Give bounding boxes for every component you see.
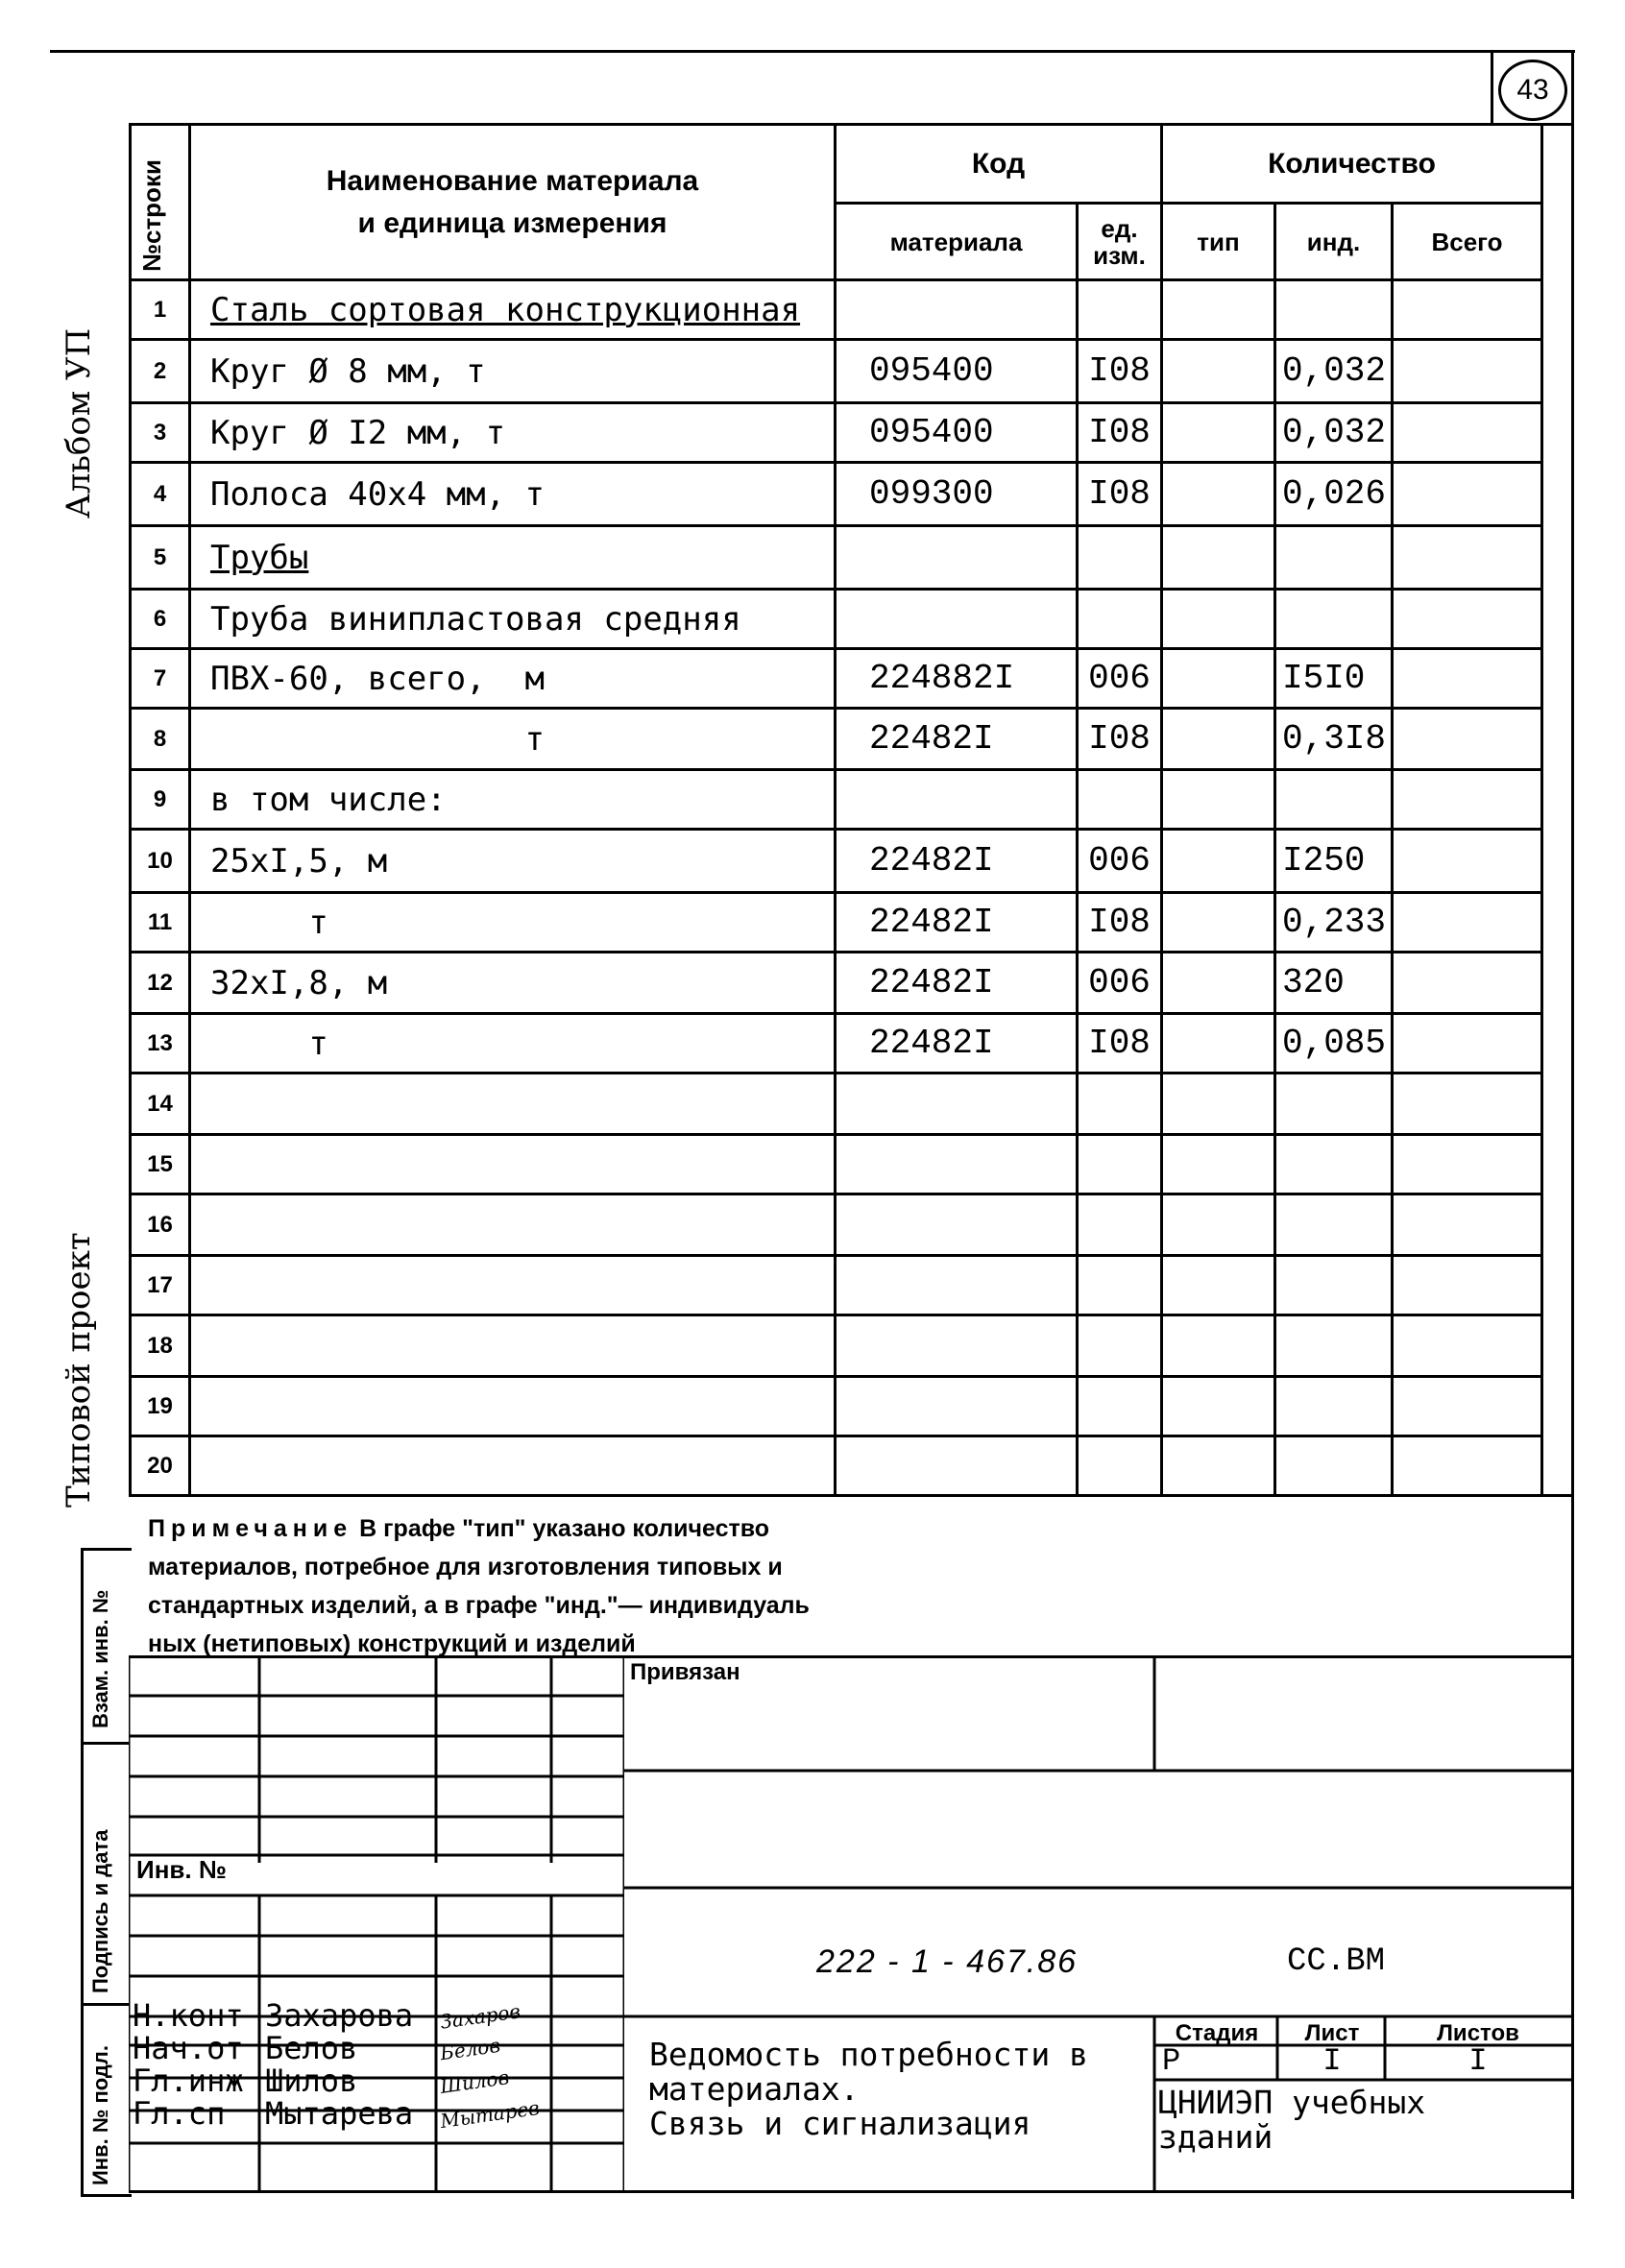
unit-code — [1078, 1436, 1162, 1496]
handwritten-signature: Мытарев — [438, 2095, 542, 2134]
ind-qty — [1275, 280, 1393, 340]
sheet-value: I — [1322, 2043, 1342, 2079]
ind-qty — [1275, 1135, 1393, 1194]
unit-code — [1078, 590, 1162, 649]
document-code: 222 - 1 - 467.86 — [816, 1943, 1079, 1980]
table-row — [131, 1256, 1542, 1315]
table-row — [131, 1377, 1542, 1436]
type-qty — [1162, 1315, 1275, 1377]
right-border — [1571, 50, 1574, 2199]
ind-qty: I250 — [1275, 830, 1393, 893]
attached-label: Привязан — [630, 1659, 740, 1685]
type-qty — [1162, 830, 1275, 893]
material-code — [836, 770, 1078, 830]
ind-qty — [1275, 1194, 1393, 1256]
row-number: 6 — [131, 590, 190, 649]
total-qty — [1393, 1315, 1542, 1377]
ind-qty — [1275, 1256, 1393, 1315]
note-line-2: материалов, потребное для изготовления типовых и — [148, 1554, 783, 1580]
row-number: 7 — [131, 649, 190, 709]
table-row — [131, 1194, 1542, 1256]
table-row — [131, 1135, 1542, 1194]
row-number: 20 — [131, 1436, 190, 1496]
table-row — [131, 1315, 1542, 1377]
material-code: 095400 — [836, 340, 1078, 403]
type-qty — [1162, 649, 1275, 709]
row-number: 8 — [131, 709, 190, 770]
total-qty — [1393, 709, 1542, 770]
document-mark: СС.ВМ — [1287, 1943, 1386, 1980]
total-qty — [1393, 526, 1542, 590]
row-number: 16 — [131, 1194, 190, 1256]
row-number: 9 — [131, 770, 190, 830]
material-code: 22482I — [836, 709, 1078, 770]
material-name — [190, 1135, 836, 1194]
total-qty — [1393, 1194, 1542, 1256]
row-number-header: №строки — [131, 125, 190, 280]
handwritten-signature: Белов — [438, 2033, 502, 2065]
total-qty — [1393, 953, 1542, 1014]
unit-code — [1078, 1377, 1162, 1436]
type-qty — [1162, 463, 1275, 526]
table-row — [131, 463, 1542, 526]
sheet-number: 43 — [1498, 60, 1567, 121]
material-name: т — [190, 1014, 836, 1074]
unit-code: 006 — [1078, 830, 1162, 893]
material-name: Трубы — [190, 526, 836, 590]
row-number: 14 — [131, 1074, 190, 1135]
document-title-line-3: Связь и сигнализация — [649, 2105, 1031, 2142]
material-code — [836, 1256, 1078, 1315]
material-name: Сталь сортовая конструкционная — [190, 280, 836, 340]
unit-code: I08 — [1078, 709, 1162, 770]
table-row — [131, 403, 1542, 463]
unit-code: I08 — [1078, 340, 1162, 403]
sheets-label: Листов — [1437, 2020, 1519, 2046]
signer-name: Мытарева — [265, 2095, 414, 2132]
material-name: т — [190, 709, 836, 770]
type-qty — [1162, 1194, 1275, 1256]
unit-code: 006 — [1078, 953, 1162, 1014]
unit-code-header: ед. изм. — [1078, 204, 1162, 280]
material-code — [836, 1436, 1078, 1496]
ind-qty — [1275, 526, 1393, 590]
note-line-3: стандартных изделий, а в графе "инд."— индивидуаль — [148, 1592, 810, 1619]
ind-qty: 0,026 — [1275, 463, 1393, 526]
material-name — [190, 1436, 836, 1496]
ind-qty-header: инд. — [1275, 204, 1393, 280]
total-qty — [1393, 1014, 1542, 1074]
total-qty — [1393, 1436, 1542, 1496]
handwritten-signature: Шилов — [438, 2065, 511, 2098]
ind-qty: 0,032 — [1275, 340, 1393, 403]
top-border — [50, 50, 1575, 53]
organization-line-2: зданий — [1158, 2118, 1273, 2156]
unit-code — [1078, 1315, 1162, 1377]
total-qty — [1393, 1135, 1542, 1194]
signer-name: Захарова — [265, 1997, 414, 2034]
album-caption: Альбом УП — [60, 327, 98, 519]
unit-code: 006 — [1078, 649, 1162, 709]
type-qty — [1162, 526, 1275, 590]
document-title-line-2: материалах. — [649, 2070, 860, 2108]
ind-qty: 0,085 — [1275, 1014, 1393, 1074]
row-number: 12 — [131, 953, 190, 1014]
ind-qty: 0,233 — [1275, 893, 1393, 953]
table-row — [131, 953, 1542, 1014]
unit-code — [1078, 1135, 1162, 1194]
type-qty — [1162, 1377, 1275, 1436]
material-name: Круг Ø 8 мм, т — [190, 340, 836, 403]
type-qty — [1162, 770, 1275, 830]
note-line-1: В графе "тип" указано количество — [352, 1515, 770, 1542]
replace-inv-label: Взам. инв. № — [88, 1589, 112, 1728]
unit-code — [1078, 526, 1162, 590]
type-qty-header: тип — [1162, 204, 1275, 280]
unit-code: I08 — [1078, 893, 1162, 953]
material-code: 22482I — [836, 893, 1078, 953]
material-name: Круг Ø I2 мм, т — [190, 403, 836, 463]
original-inv-label: Инв. № подл. — [88, 2045, 112, 2185]
table-row — [131, 1074, 1542, 1135]
total-qty — [1393, 770, 1542, 830]
total-qty — [1393, 280, 1542, 340]
total-qty-header: Всего — [1393, 204, 1542, 280]
ind-qty — [1275, 770, 1393, 830]
row-number: 5 — [131, 526, 190, 590]
row-number: 1 — [131, 280, 190, 340]
table-row — [131, 590, 1542, 649]
handwritten-signature: Захаров — [438, 1999, 522, 2034]
ind-qty: 0,3I8 — [1275, 709, 1393, 770]
unit-code: I08 — [1078, 463, 1162, 526]
material-code: 22482I — [836, 830, 1078, 893]
material-code — [836, 1194, 1078, 1256]
total-qty — [1393, 463, 1542, 526]
material-name — [190, 1194, 836, 1256]
note-title: Примечание — [148, 1515, 353, 1542]
type-qty — [1162, 1256, 1275, 1315]
ind-qty — [1275, 590, 1393, 649]
type-qty — [1162, 340, 1275, 403]
total-qty — [1393, 1074, 1542, 1135]
type-qty — [1162, 403, 1275, 463]
ind-qty — [1275, 1377, 1393, 1436]
inv-no-label: Инв. № — [136, 1855, 227, 1884]
note — [148, 1509, 1492, 1663]
signer-name: Шилов — [265, 2063, 358, 2099]
document-title — [649, 2038, 1088, 2141]
unit-code — [1078, 280, 1162, 340]
material-name: Полоса 40х4 мм, т — [190, 463, 836, 526]
document-title-line-1: Ведомость потребности в — [649, 2036, 1088, 2073]
signature-date-label: Подпись и дата — [88, 1829, 112, 1993]
type-qty — [1162, 1014, 1275, 1074]
material-name: ПВХ-60, всего, м — [190, 649, 836, 709]
row-number: 10 — [131, 830, 190, 893]
material-code: 22482I — [836, 1014, 1078, 1074]
total-qty — [1393, 1256, 1542, 1315]
material-code — [836, 280, 1078, 340]
ind-qty: 0,032 — [1275, 403, 1393, 463]
table-row — [131, 1014, 1542, 1074]
table-row — [131, 649, 1542, 709]
row-number: 18 — [131, 1315, 190, 1377]
ind-qty — [1275, 1074, 1393, 1135]
unit-code — [1078, 1256, 1162, 1315]
material-name: т — [190, 893, 836, 953]
type-qty — [1162, 1436, 1275, 1496]
sheets-value: I — [1468, 2043, 1488, 2079]
row-number: 17 — [131, 1256, 190, 1315]
row-number: 19 — [131, 1377, 190, 1436]
ind-qty: 320 — [1275, 953, 1393, 1014]
material-name: в том числе: — [190, 770, 836, 830]
total-qty — [1393, 1377, 1542, 1436]
unit-code — [1078, 1194, 1162, 1256]
organization — [1158, 2086, 1425, 2155]
unit-code — [1078, 770, 1162, 830]
type-qty — [1162, 280, 1275, 340]
material-code — [836, 1377, 1078, 1436]
row-number: 15 — [131, 1135, 190, 1194]
total-qty — [1393, 590, 1542, 649]
material-code: 224882I — [836, 649, 1078, 709]
material-code — [836, 590, 1078, 649]
signer-role: Гл.инж — [133, 2063, 244, 2099]
total-qty — [1393, 830, 1542, 893]
sheet-label: Лист — [1304, 2020, 1360, 2046]
material-name — [190, 1377, 836, 1436]
material-name — [190, 1315, 836, 1377]
table-row — [131, 830, 1542, 893]
material-code — [836, 1135, 1078, 1194]
material-name — [190, 1256, 836, 1315]
quantity-header: Количество — [1162, 125, 1542, 204]
unit-code — [1078, 1074, 1162, 1135]
material-code-header: материала — [836, 204, 1078, 280]
ind-qty — [1275, 1436, 1393, 1496]
material-code — [836, 1315, 1078, 1377]
note-line-4: ных (нетиповых) конструкций и изделий — [148, 1630, 636, 1657]
type-qty — [1162, 893, 1275, 953]
row-number: 3 — [131, 403, 190, 463]
signer-name: Белов — [265, 2030, 358, 2066]
signer-role: Н.конт — [133, 1997, 244, 2034]
unit-code: I08 — [1078, 403, 1162, 463]
total-qty — [1393, 649, 1542, 709]
row-number: 2 — [131, 340, 190, 403]
table-row — [131, 280, 1542, 340]
row-number: 4 — [131, 463, 190, 526]
name-header: Наименование материала и единица измерения — [190, 125, 836, 280]
material-code — [836, 1074, 1078, 1135]
row-number: 13 — [131, 1014, 190, 1074]
signer-role: Нач.от — [133, 2030, 244, 2066]
ind-qty: I5I0 — [1275, 649, 1393, 709]
material-code: 095400 — [836, 403, 1078, 463]
materials-table — [129, 123, 1543, 1497]
row-number: 11 — [131, 893, 190, 953]
table-row — [131, 1436, 1542, 1496]
total-qty — [1393, 403, 1542, 463]
material-code: 099300 — [836, 463, 1078, 526]
material-name: 32хI,8, м — [190, 953, 836, 1014]
table-row — [131, 770, 1542, 830]
code-header: Код — [836, 125, 1162, 204]
signer-role: Гл.сп — [133, 2095, 226, 2132]
project-caption: Типовой проект — [60, 1232, 98, 1508]
stage-label: Стадия — [1175, 2020, 1259, 2046]
material-code — [836, 526, 1078, 590]
table-row — [131, 893, 1542, 953]
type-qty — [1162, 590, 1275, 649]
table-row — [131, 526, 1542, 590]
material-name — [190, 1074, 836, 1135]
total-qty — [1393, 893, 1542, 953]
material-name: Труба винипластовая средняя — [190, 590, 836, 649]
table-row — [131, 709, 1542, 770]
table-row — [131, 340, 1542, 403]
type-qty — [1162, 1135, 1275, 1194]
total-qty — [1393, 340, 1542, 403]
type-qty — [1162, 953, 1275, 1014]
unit-code: I08 — [1078, 1014, 1162, 1074]
type-qty — [1162, 1074, 1275, 1135]
ind-qty — [1275, 1315, 1393, 1377]
type-qty — [1162, 709, 1275, 770]
organization-line-1: ЦНИИЭП учебных — [1158, 2084, 1426, 2121]
material-name: 25хI,5, м — [190, 830, 836, 893]
stage-value: Р — [1162, 2043, 1181, 2079]
material-code: 22482I — [836, 953, 1078, 1014]
